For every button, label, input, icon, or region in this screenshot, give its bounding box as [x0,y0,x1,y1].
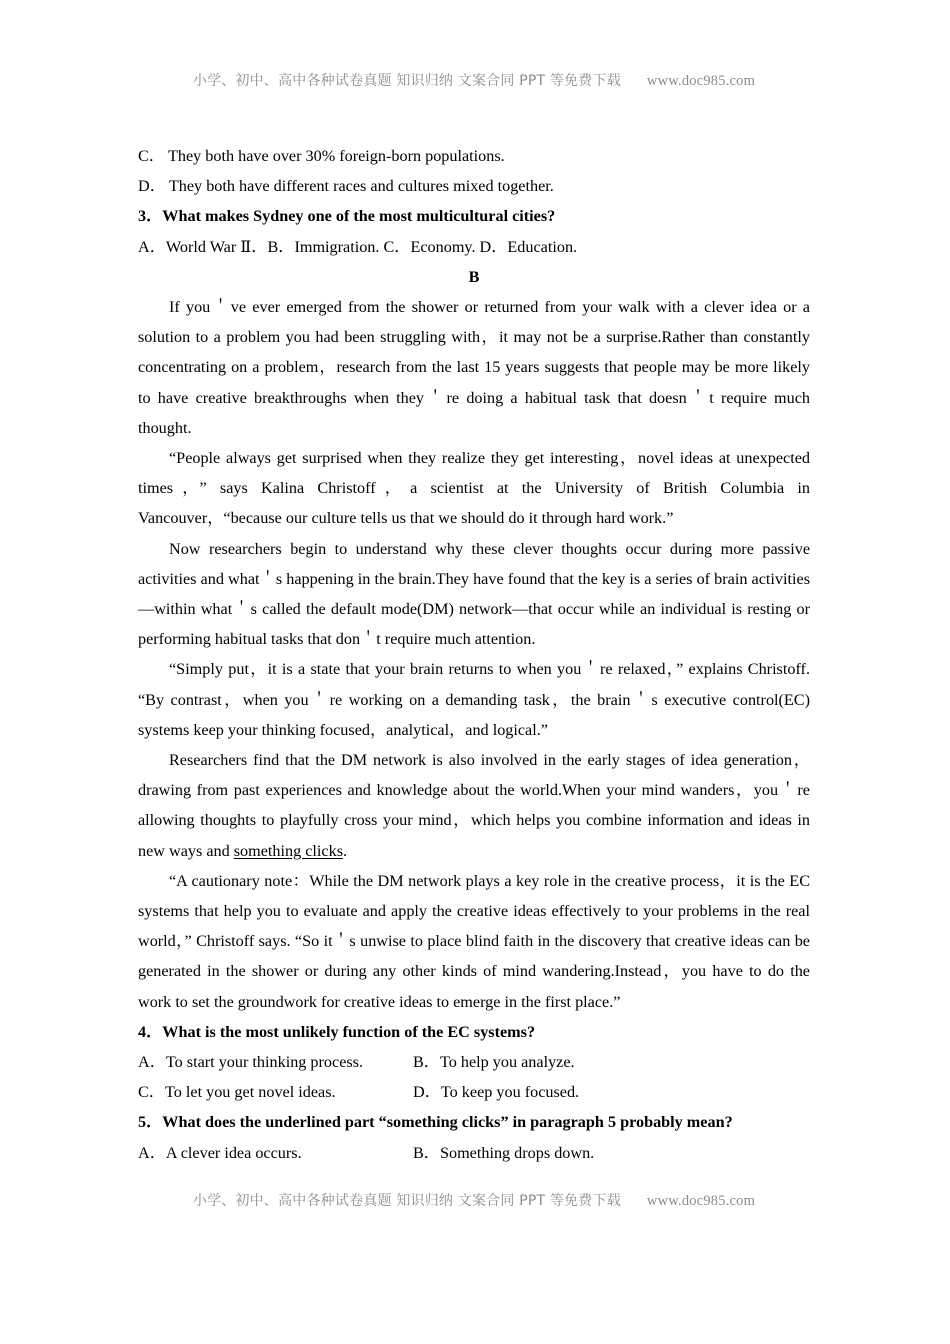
option-label: B． [413,1053,440,1072]
option-b [413,1138,594,1168]
option-label: C． [138,147,165,165]
passage-paragraph-5 [138,745,810,866]
section-label-b: B [468,267,480,286]
footer-watermark-chinese: 小学、初中、高中各种试卷真题 知识归纳 文案合同 PPT 等免费下载 [192,1193,621,1209]
option-text: To start your thinking process. [165,1053,364,1072]
option-label: D． [413,1083,441,1102]
question-quoted-phrase: “something clicks” [378,1113,509,1132]
passage-paragraph-1: If you＇ve ever emerged from the shower or returned from your walk with a clever idea or a solution to a problem you had been struggling with，it may not be a surprise.Rather than constantly concentrating on a problem，research from the last 15 years suggests that people may be more likely to have creative breakthroughs when they＇re doing a habitual task that doesn＇t require much thought. [138,298,810,437]
option-label: A． [138,1053,166,1072]
question-5-heading [138,1107,810,1137]
footer-watermark-url: www.doc985.com [646,1193,756,1209]
option-text: A clever idea occurs. [165,1143,302,1162]
option-text: To let you get novel ideas. [164,1083,336,1102]
option-text: Something drops down. [439,1143,595,1162]
option-label: C． [138,1083,165,1102]
question-text-before: What does the underlined part [162,1113,379,1132]
question-number: 4． [138,1022,163,1041]
paragraph-5-text-before: Researchers find that the DM network is also involved in the early stages of idea generation，drawing from past experiences and knowledge about the world.When your mind wanders，you＇re allowing thoughts to playfully cross your mind，which helps you combine information and ideas in new ways and [138,751,810,860]
option-text: They both have different races and cultures mixed together. [168,177,554,196]
option-label: D． [138,177,166,196]
question-4-options-row-1 [138,1047,810,1077]
passage-paragraph-3: Now researchers begin to understand why these clever thoughts occur during more passive activities and what＇s happening in the brain.They have found that the key is a series of brain activities—within what＇s called the default mode(DM) network—that occur while an individual is resting or performing habitual tasks that don＇t require much attention. [138,539,810,649]
question-5-options-row-1 [138,1138,810,1168]
option-a [138,1138,302,1168]
header-watermark-chinese: 小学、初中、高中各种试卷真题 知识归纳 文案合同 PPT 等免费下载 [192,73,621,89]
passage-paragraph-6: “A cautionary note：While the DM network plays a key role in the creative process，it is the EC systems that help you to evaluate and apply the creative ideas effectively to your problems in the real world，” Christoff says. “So it＇s unwise to place blind faith in the discovery that creative ideas can be generated in the shower or during any other kinds of mind wandering.Instead，you have to do the work to set the groundwork for creative ideas to emerge in the first place.” [138,871,810,1011]
question-3-options: A．World War Ⅱ．B．Immigration. C．Economy. D．Education. [138,237,578,256]
question-3-heading [138,201,810,231]
question-number: 5． [138,1113,163,1132]
footer-watermark [138,1190,810,1210]
passage-paragraph-2: “People always get surprised when they realize they get interesting，novel ideas at unexpected times，” says Kalina Christoff，a scientist at the University of British Columbia in Vancouver，“because our culture tells us that we should do it through hard work.” [138,449,810,528]
option-a [138,1047,363,1077]
option-label: A． [138,1143,166,1162]
option-line [138,171,810,201]
question-4-options-row-2 [138,1077,810,1107]
passage-paragraph-4: “Simply put，it is a state that your brain returns to when you＇re relaxed，” explains Christoff. “By contrast，when you＇re working on a demanding task，the brain＇s executive control(EC) systems keep your thinking focused，analytical，and logical.” [138,660,810,739]
option-b [413,1047,575,1077]
question-4-heading [138,1017,810,1047]
option-text: To keep you focused. [440,1083,580,1102]
question-text: What makes Sydney one of the most multicultural cities? [162,207,556,226]
header-watermark-url: www.doc985.com [646,73,756,89]
paragraph-5-text-after: . [343,841,348,860]
option-c [138,1077,336,1107]
option-label: B． [413,1143,440,1162]
underlined-phrase: something clicks [233,841,343,860]
question-number: 3． [138,207,163,226]
page-content [138,141,810,1168]
question-text: What is the most unlikely function of the EC systems? [162,1022,536,1041]
header-watermark [138,70,810,90]
question-text-after: in paragraph 5 probably mean? [508,1113,733,1132]
option-d [413,1077,579,1107]
option-text: To help you analyze. [439,1053,575,1072]
option-line [138,141,810,171]
option-text: They both have over 30% foreign-born populations. [167,147,505,165]
